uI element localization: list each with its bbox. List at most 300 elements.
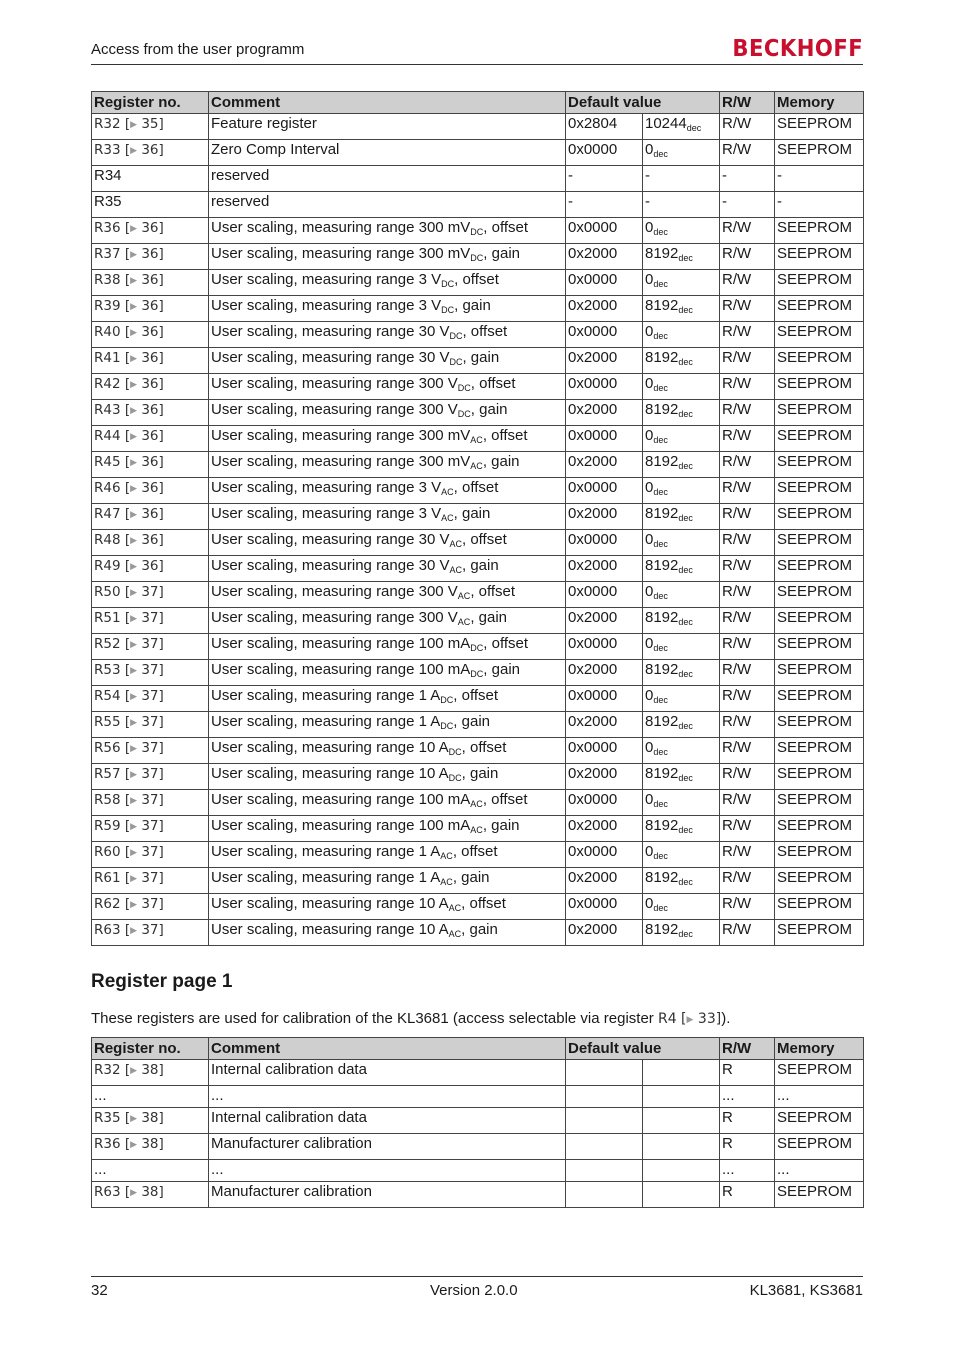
default-dec-value: 0 (645, 427, 654, 444)
register-cell (92, 530, 209, 556)
link-arrow-icon: ▶ (130, 146, 138, 156)
register-link[interactable]: R61 [▶ 37] (94, 870, 164, 886)
register-cell (92, 270, 209, 296)
comment-text: User scaling, measuring range 300 V (211, 375, 458, 392)
default-dec-cell (643, 608, 720, 634)
default-dec-value: 8192 (645, 245, 679, 262)
table-row (92, 348, 864, 374)
default-dec-value: 0 (645, 219, 654, 236)
register-number: R63 (94, 1184, 121, 1200)
default-hex-cell (566, 1182, 643, 1208)
register-cell (92, 348, 209, 374)
memory-cell: SEEPROM (775, 400, 864, 426)
comment-suffix: , offset (461, 739, 507, 756)
register-link[interactable]: R52 [▶ 37] (94, 636, 164, 652)
default-dec-cell (643, 1060, 720, 1086)
register-link-r4[interactable]: R4 [▶ 33] (657, 1011, 722, 1027)
rw-cell: R/W (720, 400, 775, 426)
table-row (92, 816, 864, 842)
register-number: R43 (94, 402, 121, 418)
default-dec-cell (643, 920, 720, 946)
comment-cell (209, 400, 566, 426)
register-number: R38 (94, 272, 121, 288)
register-link[interactable]: R44 [▶ 36] (94, 428, 164, 444)
default-dec-value: 8192 (645, 401, 679, 418)
page-reference: 37 (141, 688, 159, 704)
register-cell (92, 894, 209, 920)
dec-subscript: dec (678, 513, 693, 523)
link-arrow-icon: ▶ (130, 848, 138, 858)
default-hex-cell: 0x0000 (566, 634, 643, 660)
register-cell (92, 166, 209, 192)
comment-suffix: , offset (454, 271, 499, 288)
default-dec-value: - (645, 167, 650, 184)
dec-subscript: dec (653, 331, 668, 341)
link-arrow-icon: ▶ (130, 900, 138, 910)
default-dec-cell (643, 582, 720, 608)
link-page: 33 (697, 1011, 716, 1027)
dec-subscript: dec (653, 279, 668, 289)
page-number: 32 (91, 1282, 108, 1299)
comment-cell (209, 504, 566, 530)
memory-cell: SEEPROM (775, 530, 864, 556)
link-arrow-icon: ▶ (130, 588, 138, 598)
register-link[interactable]: R36 [▶ 36] (94, 220, 164, 236)
page-reference: 36 (141, 376, 159, 392)
dec-subscript: dec (653, 851, 668, 861)
comment-text: User scaling, measuring range 1 A (211, 869, 441, 886)
page-reference: 36 (141, 324, 159, 340)
register-link[interactable]: R51 [▶ 37] (94, 610, 164, 626)
link-arrow-icon: ▶ (130, 1114, 138, 1124)
default-dec-value: 8192 (645, 921, 679, 938)
register-number: R49 (94, 558, 121, 574)
default-dec-cell (643, 634, 720, 660)
register-cell (92, 426, 209, 452)
default-dec-value: 8192 (645, 297, 679, 314)
rw-cell: R/W (720, 114, 775, 140)
default-hex-cell: 0x2000 (566, 296, 643, 322)
default-dec-cell (643, 348, 720, 374)
memory-cell: SEEPROM (775, 686, 864, 712)
page-reference: 35 (141, 116, 159, 132)
register-number: R44 (94, 428, 121, 444)
rw-cell: R/W (720, 426, 775, 452)
register-number: R60 (94, 844, 121, 860)
default-dec-cell (643, 816, 720, 842)
link-arrow-icon: ▶ (130, 770, 138, 780)
comment-subscript: DC (449, 357, 463, 367)
register-link[interactable]: R46 [▶ 36] (94, 480, 164, 496)
comment-cell (209, 738, 566, 764)
page-reference: 37 (141, 922, 159, 938)
comment-suffix: , gain (453, 713, 490, 730)
register-number: R62 (94, 896, 121, 912)
comment-text: User scaling, measuring range 3 V (211, 271, 442, 288)
default-hex-cell: 0x0000 (566, 686, 643, 712)
register-link[interactable]: R33 [▶ 36] (94, 142, 164, 158)
comment-subscript: DC (441, 305, 455, 315)
register-link[interactable]: R53 [▶ 37] (94, 662, 164, 678)
comment-cell: Internal calibration data (209, 1108, 566, 1134)
register-cell (92, 1182, 209, 1208)
comment-suffix: , gain (470, 609, 508, 626)
default-hex-cell: 0x0000 (566, 738, 643, 764)
register-link[interactable]: R42 [▶ 36] (94, 376, 164, 392)
table-row (92, 634, 864, 660)
table-row (92, 790, 864, 816)
comment-subscript: AC (457, 617, 471, 627)
register-number: R37 (94, 246, 121, 262)
register-number: R32 (94, 1062, 121, 1078)
default-dec-cell (643, 192, 720, 218)
memory-cell: SEEPROM (775, 712, 864, 738)
comment-cell (209, 426, 566, 452)
dec-subscript: dec (678, 565, 693, 575)
default-dec-cell (643, 842, 720, 868)
register-link[interactable]: R49 [▶ 36] (94, 558, 164, 574)
dec-subscript: dec (678, 617, 693, 627)
register-cell (92, 738, 209, 764)
default-hex-cell: 0x0000 (566, 322, 643, 348)
register-link[interactable]: R54 [▶ 37] (94, 688, 164, 704)
default-dec-cell (643, 660, 720, 686)
table-row (92, 686, 864, 712)
rw-cell: R/W (720, 270, 775, 296)
default-hex-cell: 0x2000 (566, 608, 643, 634)
page-reference: 36 (141, 298, 159, 314)
comment-cell (209, 868, 566, 894)
table-row (92, 556, 864, 582)
dec-subscript: dec (678, 721, 693, 731)
comment-subscript: DC (440, 695, 454, 705)
register-cell (92, 712, 209, 738)
register-link[interactable]: R40 [▶ 36] (94, 324, 164, 340)
register-link[interactable]: R45 [▶ 36] (94, 454, 164, 470)
register-link[interactable]: R47 [▶ 36] (94, 506, 164, 522)
default-dec-cell (643, 114, 720, 140)
memory-cell: SEEPROM (775, 322, 864, 348)
register-number: ... (94, 1161, 107, 1178)
comment-cell (209, 114, 566, 140)
table-row (92, 1160, 864, 1182)
default-dec-value: 0 (645, 895, 654, 912)
default-dec-cell (643, 166, 720, 192)
comment-subscript: AC (440, 851, 453, 861)
comment-subscript: AC (470, 461, 483, 471)
comment-subscript: AC (441, 487, 454, 497)
rw-cell: R (720, 1182, 775, 1208)
register-number: R40 (94, 324, 121, 340)
rw-cell: R/W (720, 530, 775, 556)
memory-cell: SEEPROM (775, 140, 864, 166)
default-dec-value: 0 (645, 739, 654, 756)
page-reference: 37 (141, 792, 159, 808)
link-arrow-icon: ▶ (130, 510, 138, 520)
register-table-page-1 (91, 1037, 864, 1208)
register-number: R46 (94, 480, 121, 496)
page-reference: 37 (141, 714, 159, 730)
memory-cell: SEEPROM (775, 660, 864, 686)
register-link[interactable]: R39 [▶ 36] (94, 298, 164, 314)
comment-cell: ... (209, 1086, 566, 1108)
register-number: R39 (94, 298, 121, 314)
dec-subscript: dec (678, 669, 693, 679)
comment-suffix: , offset (453, 479, 499, 496)
dec-subscript: dec (678, 357, 693, 367)
page-reference: 36 (141, 272, 159, 288)
comment-subscript: DC (449, 331, 463, 341)
comment-text: User scaling, measuring range 300 V (211, 609, 458, 626)
link-arrow-icon: ▶ (130, 484, 138, 494)
register-link[interactable]: R37 [▶ 36] (94, 246, 164, 262)
register-link[interactable]: R38 [▶ 36] (94, 272, 164, 288)
default-hex-cell: 0x0000 (566, 894, 643, 920)
register-link[interactable]: R60 [▶ 37] (94, 844, 164, 860)
rw-cell: R (720, 1108, 775, 1134)
default-dec-value: 0 (645, 531, 654, 548)
page-reference: 36 (141, 142, 159, 158)
rw-cell: R/W (720, 894, 775, 920)
comment-text: User scaling, measuring range 10 A (211, 921, 449, 938)
register-cell (92, 790, 209, 816)
default-dec-value: 8192 (645, 349, 679, 366)
rw-cell: - (720, 192, 775, 218)
dec-subscript: dec (678, 461, 693, 471)
comment-suffix: , offset (461, 531, 507, 548)
dec-subscript: dec (653, 591, 668, 601)
register-cell (92, 140, 209, 166)
register-cell (92, 192, 209, 218)
default-hex-cell: 0x2000 (566, 556, 643, 582)
register-number: R45 (94, 454, 121, 470)
link-arrow-icon: ▶ (130, 354, 138, 364)
default-hex-cell: 0x2000 (566, 868, 643, 894)
comment-suffix: , gain (483, 661, 520, 678)
table-row (92, 712, 864, 738)
dec-subscript: dec (678, 409, 693, 419)
comment-suffix: , offset (470, 375, 516, 392)
comment-cell (209, 348, 566, 374)
default-hex-cell: 0x0000 (566, 530, 643, 556)
comment-text: User scaling, measuring range 30 V (211, 531, 450, 548)
comment-cell (209, 192, 566, 218)
comment-text: User scaling, measuring range 300 mV (211, 219, 471, 236)
memory-cell: ... (775, 1086, 864, 1108)
comment-suffix: , gain (454, 297, 491, 314)
comment-subscript: DC (441, 279, 455, 289)
memory-cell: SEEPROM (775, 738, 864, 764)
register-cell (92, 634, 209, 660)
header-memory: Memory (775, 1038, 864, 1060)
comment-subscript: AC (449, 565, 462, 575)
default-dec-value: 8192 (645, 869, 679, 886)
memory-cell: SEEPROM (775, 634, 864, 660)
register-link[interactable]: R32 [▶ 35] (94, 116, 164, 132)
comment-cell (209, 452, 566, 478)
comment-text: User scaling, measuring range 3 V (211, 479, 442, 496)
comment-cell: ... (209, 1160, 566, 1182)
register-link[interactable]: R35 [▶ 38] (94, 1110, 164, 1126)
page-reference: 36 (141, 428, 159, 444)
table-header-row (92, 1038, 864, 1060)
comment-text: Feature register (211, 115, 317, 132)
comment-cell (209, 582, 566, 608)
memory-cell: SEEPROM (775, 1182, 864, 1208)
table-row (92, 166, 864, 192)
register-link[interactable]: R63 [▶ 38] (94, 1184, 164, 1200)
page-reference: 37 (141, 584, 159, 600)
page-reference: 36 (141, 454, 159, 470)
default-dec-cell (643, 790, 720, 816)
register-link[interactable]: R50 [▶ 37] (94, 584, 164, 600)
comment-suffix: , offset (482, 427, 528, 444)
register-link[interactable]: R56 [▶ 37] (94, 740, 164, 756)
comment-subscript: AC (457, 591, 471, 601)
comment-subscript: DC (470, 669, 484, 679)
rw-cell: R/W (720, 244, 775, 270)
page-reference: 38 (141, 1184, 159, 1200)
register-cell (92, 400, 209, 426)
header-rw: R/W (720, 92, 775, 114)
default-dec-cell (643, 1086, 720, 1108)
register-cell (92, 816, 209, 842)
register-link[interactable]: R57 [▶ 37] (94, 766, 164, 782)
register-link[interactable]: R48 [▶ 36] (94, 532, 164, 548)
default-dec-cell (643, 894, 720, 920)
dec-subscript: dec (653, 227, 668, 237)
register-link[interactable]: R59 [▶ 37] (94, 818, 164, 834)
default-hex-cell: 0x2000 (566, 712, 643, 738)
comment-cell (209, 686, 566, 712)
comment-cell (209, 270, 566, 296)
rw-cell: R/W (720, 582, 775, 608)
default-hex-cell: 0x2000 (566, 504, 643, 530)
default-dec-value: 0 (645, 141, 654, 158)
register-link[interactable]: R32 [▶ 38] (94, 1062, 164, 1078)
register-number: R56 (94, 740, 121, 756)
register-link[interactable]: R58 [▶ 37] (94, 792, 164, 808)
register-cell (92, 1134, 209, 1160)
default-hex-cell: 0x0000 (566, 140, 643, 166)
default-hex-cell (566, 1060, 643, 1086)
default-dec-cell (643, 270, 720, 296)
rw-cell: R/W (720, 790, 775, 816)
register-link[interactable]: R63 [▶ 37] (94, 922, 164, 938)
register-cell (92, 556, 209, 582)
register-link[interactable]: R55 [▶ 37] (94, 714, 164, 730)
table-row (92, 660, 864, 686)
rw-cell: R/W (720, 738, 775, 764)
comment-subscript: DC (440, 721, 454, 731)
default-dec-value: 8192 (645, 713, 679, 730)
register-number: R41 (94, 350, 121, 366)
table-row (92, 1134, 864, 1160)
table-row (92, 1182, 864, 1208)
rw-cell: R/W (720, 634, 775, 660)
page-reference: 37 (141, 662, 159, 678)
default-hex-cell: 0x0000 (566, 218, 643, 244)
default-dec-value: 0 (645, 843, 654, 860)
link-arrow-icon: ▶ (130, 796, 138, 806)
table-row (92, 530, 864, 556)
register-link[interactable]: R43 [▶ 36] (94, 402, 164, 418)
default-dec-value: - (645, 193, 650, 210)
link-arrow-icon: ▶ (130, 822, 138, 832)
link-arrow-icon: ▶ (130, 1066, 138, 1076)
register-number: R58 (94, 792, 121, 808)
default-dec-cell (643, 244, 720, 270)
memory-cell: SEEPROM (775, 504, 864, 530)
register-link[interactable]: R41 [▶ 36] (94, 350, 164, 366)
comment-text: User scaling, measuring range 300 V (211, 583, 458, 600)
comment-cell (209, 634, 566, 660)
register-number: R47 (94, 506, 121, 522)
register-number: R35 (94, 193, 122, 210)
memory-cell: SEEPROM (775, 582, 864, 608)
memory-cell: SEEPROM (775, 1108, 864, 1134)
page-reference: 36 (141, 506, 159, 522)
table-header-row (92, 92, 864, 114)
register-number: R42 (94, 376, 121, 392)
table-row (92, 504, 864, 530)
rw-cell: - (720, 166, 775, 192)
table-row (92, 842, 864, 868)
table-row (92, 218, 864, 244)
register-number: R63 (94, 922, 121, 938)
register-number: R36 (94, 1136, 121, 1152)
page-reference: 36 (141, 220, 159, 236)
comment-cell (209, 244, 566, 270)
page-reference: 37 (141, 740, 159, 756)
page-reference: 38 (141, 1062, 159, 1078)
memory-cell: SEEPROM (775, 790, 864, 816)
rw-cell: ... (720, 1160, 775, 1182)
table-row (92, 140, 864, 166)
table-row (92, 920, 864, 946)
link-arrow-icon: ▶ (130, 224, 138, 234)
register-number: R32 (94, 116, 121, 132)
page-reference: 36 (141, 246, 159, 262)
comment-suffix: , offset (470, 583, 516, 600)
link-arrow-icon: ▶ (130, 874, 138, 884)
section-paragraph (91, 1010, 730, 1027)
page-header (91, 38, 863, 65)
memory-cell: SEEPROM (775, 244, 864, 270)
register-table-page-0 (91, 91, 864, 946)
default-dec-value: 8192 (645, 661, 679, 678)
rw-cell: R/W (720, 374, 775, 400)
table-row (92, 374, 864, 400)
memory-cell: SEEPROM (775, 842, 864, 868)
default-dec-cell (643, 738, 720, 764)
dec-subscript: dec (653, 903, 668, 913)
memory-cell: SEEPROM (775, 348, 864, 374)
register-link[interactable]: R36 [▶ 38] (94, 1136, 164, 1152)
comment-cell (209, 920, 566, 946)
comment-cell (209, 530, 566, 556)
default-hex-cell: 0x2000 (566, 348, 643, 374)
comment-cell (209, 816, 566, 842)
register-cell (92, 1160, 209, 1182)
register-cell (92, 920, 209, 946)
default-hex-cell: 0x0000 (566, 842, 643, 868)
comment-subscript: AC (470, 799, 483, 809)
table-row (92, 426, 864, 452)
comment-suffix: , offset (452, 843, 498, 860)
link-arrow-icon: ▶ (686, 1015, 694, 1025)
register-link[interactable]: R62 [▶ 37] (94, 896, 164, 912)
